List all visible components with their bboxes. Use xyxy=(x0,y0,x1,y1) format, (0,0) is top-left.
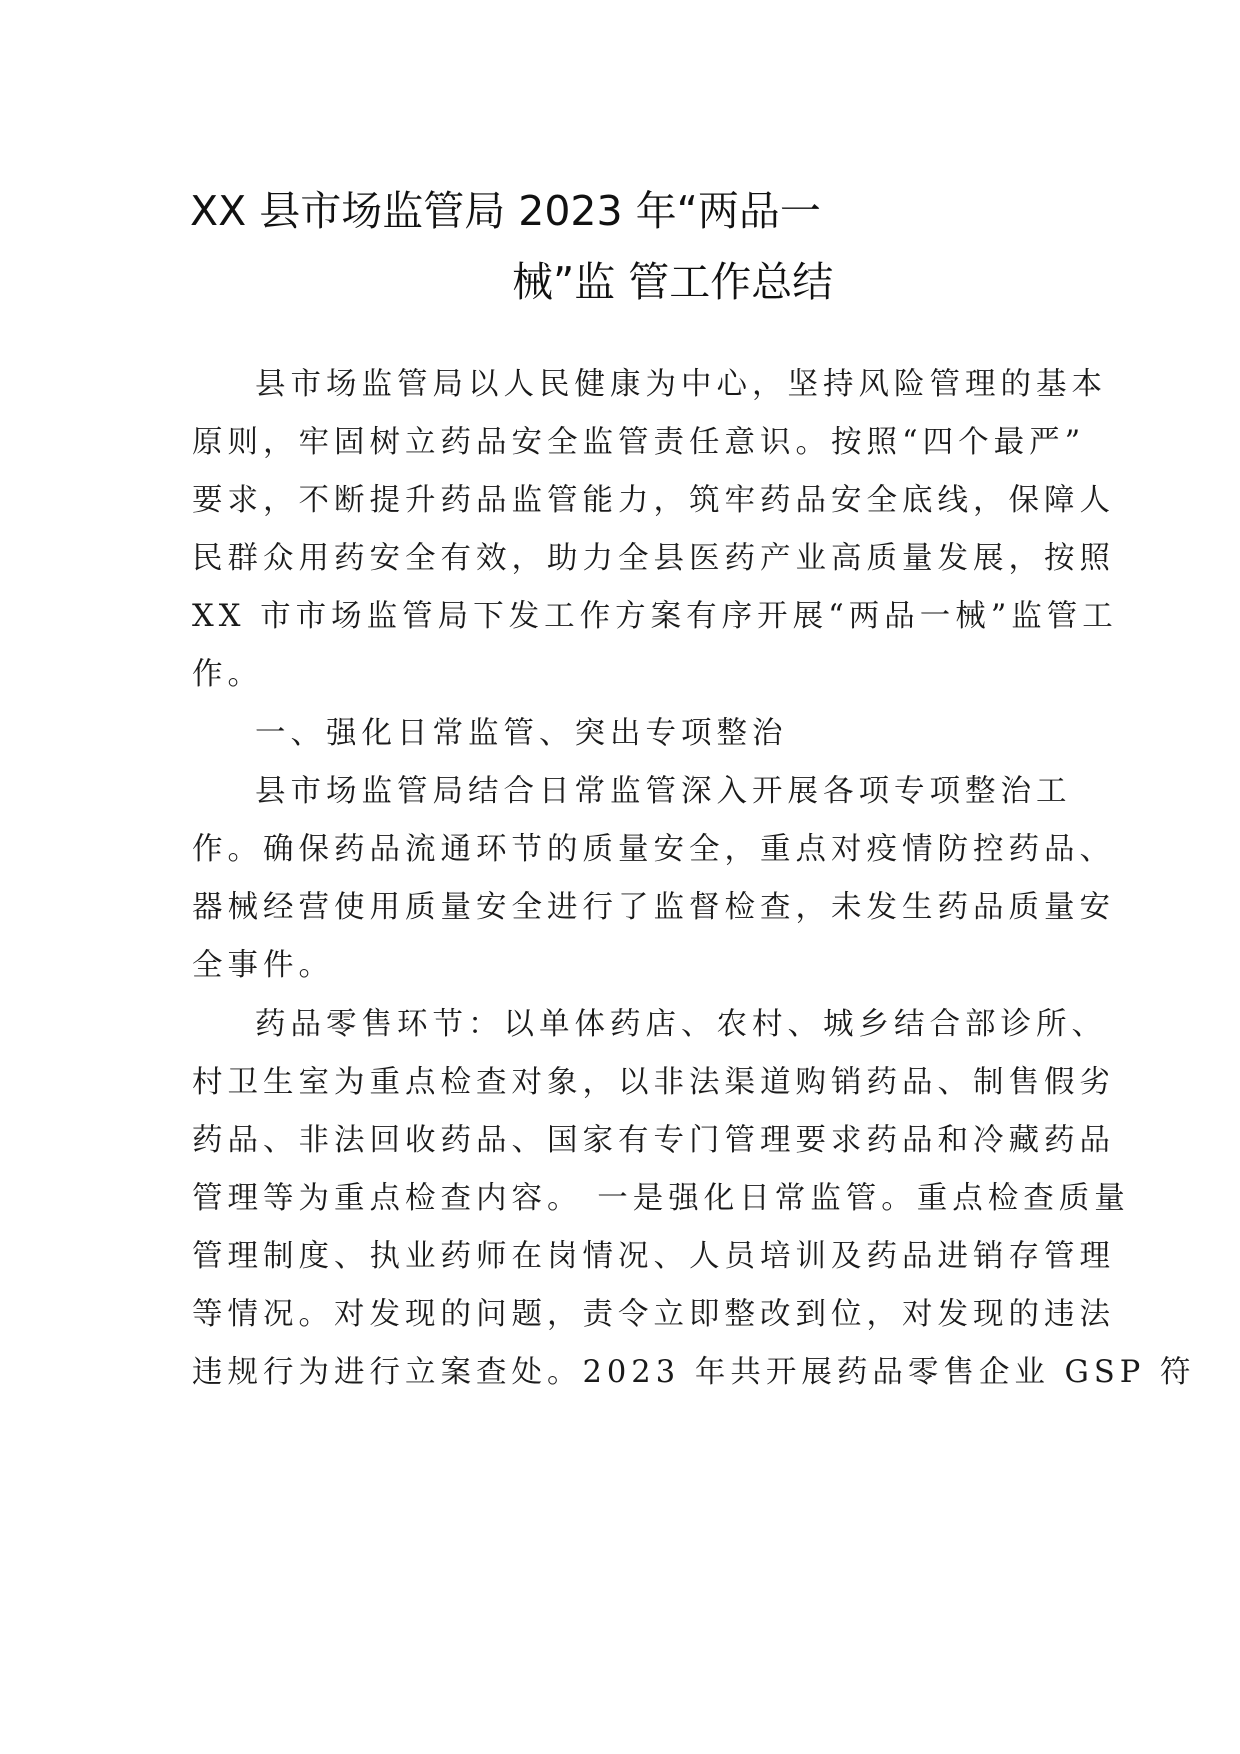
paragraph-1-line-5: XX 市市场监管局下发工作方案有序开展“两品一械”监管工 xyxy=(192,599,1118,634)
paragraph-1-line-2: 原则，牢固树立药品安全监管责任意识。按照“四个最严” xyxy=(192,425,1086,460)
paragraph-3-line-1: 药品零售环节：以单体药店、农村、城乡结合部诊所、 xyxy=(255,1007,1107,1042)
paragraph-3-line-3: 药品、非法回收药品、国家有专门管理要求药品和冷藏药品 xyxy=(192,1123,1115,1158)
section-heading-1: 一、强化日常监管、突出专项整治 xyxy=(255,716,788,751)
paragraph-2-line-3: 器械经营使用质量安全进行了监督检查，未发生药品质量安 xyxy=(192,890,1115,925)
paragraph-3-line-7: 违规行为进行立案查处。2023 年共开展药品零售企业 GSP 符 xyxy=(192,1355,1196,1390)
document-title-line-2: 械”监 管工作总结 xyxy=(512,258,834,306)
paragraph-3-line-5: 管理制度、执业药师在岗情况、人员培训及药品进销存管理 xyxy=(192,1239,1115,1274)
paragraph-3-line-4: 管理等为重点检查内容。 一是强化日常监管。重点检查质量 xyxy=(192,1181,1130,1216)
paragraph-2-line-2: 作。确保药品流通环节的质量安全，重点对疫情防控药品、 xyxy=(192,832,1115,867)
paragraph-2-line-4: 全事件。 xyxy=(192,948,334,983)
paragraph-1-line-6: 作。 xyxy=(192,657,263,692)
paragraph-1-line-1: 县市场监管局以人民健康为中心，坚持风险管理的基本 xyxy=(255,367,1107,402)
document-title-line-1: XX 县市场监管局 2023 年“两品一 xyxy=(190,187,821,235)
paragraph-1-line-3: 要求，不断提升药品监管能力，筑牢药品安全底线，保障人 xyxy=(192,483,1115,518)
paragraph-2-line-1: 县市场监管局结合日常监管深入开展各项专项整治工 xyxy=(255,774,1072,809)
paragraph-1-line-4: 民群众用药安全有效，助力全县医药产业高质量发展，按照 xyxy=(192,541,1115,576)
paragraph-3-line-2: 村卫生室为重点检查对象，以非法渠道购销药品、制售假劣 xyxy=(192,1065,1115,1100)
paragraph-3-line-6: 等情况。对发现的问题，责令立即整改到位，对发现的违法 xyxy=(192,1297,1115,1332)
